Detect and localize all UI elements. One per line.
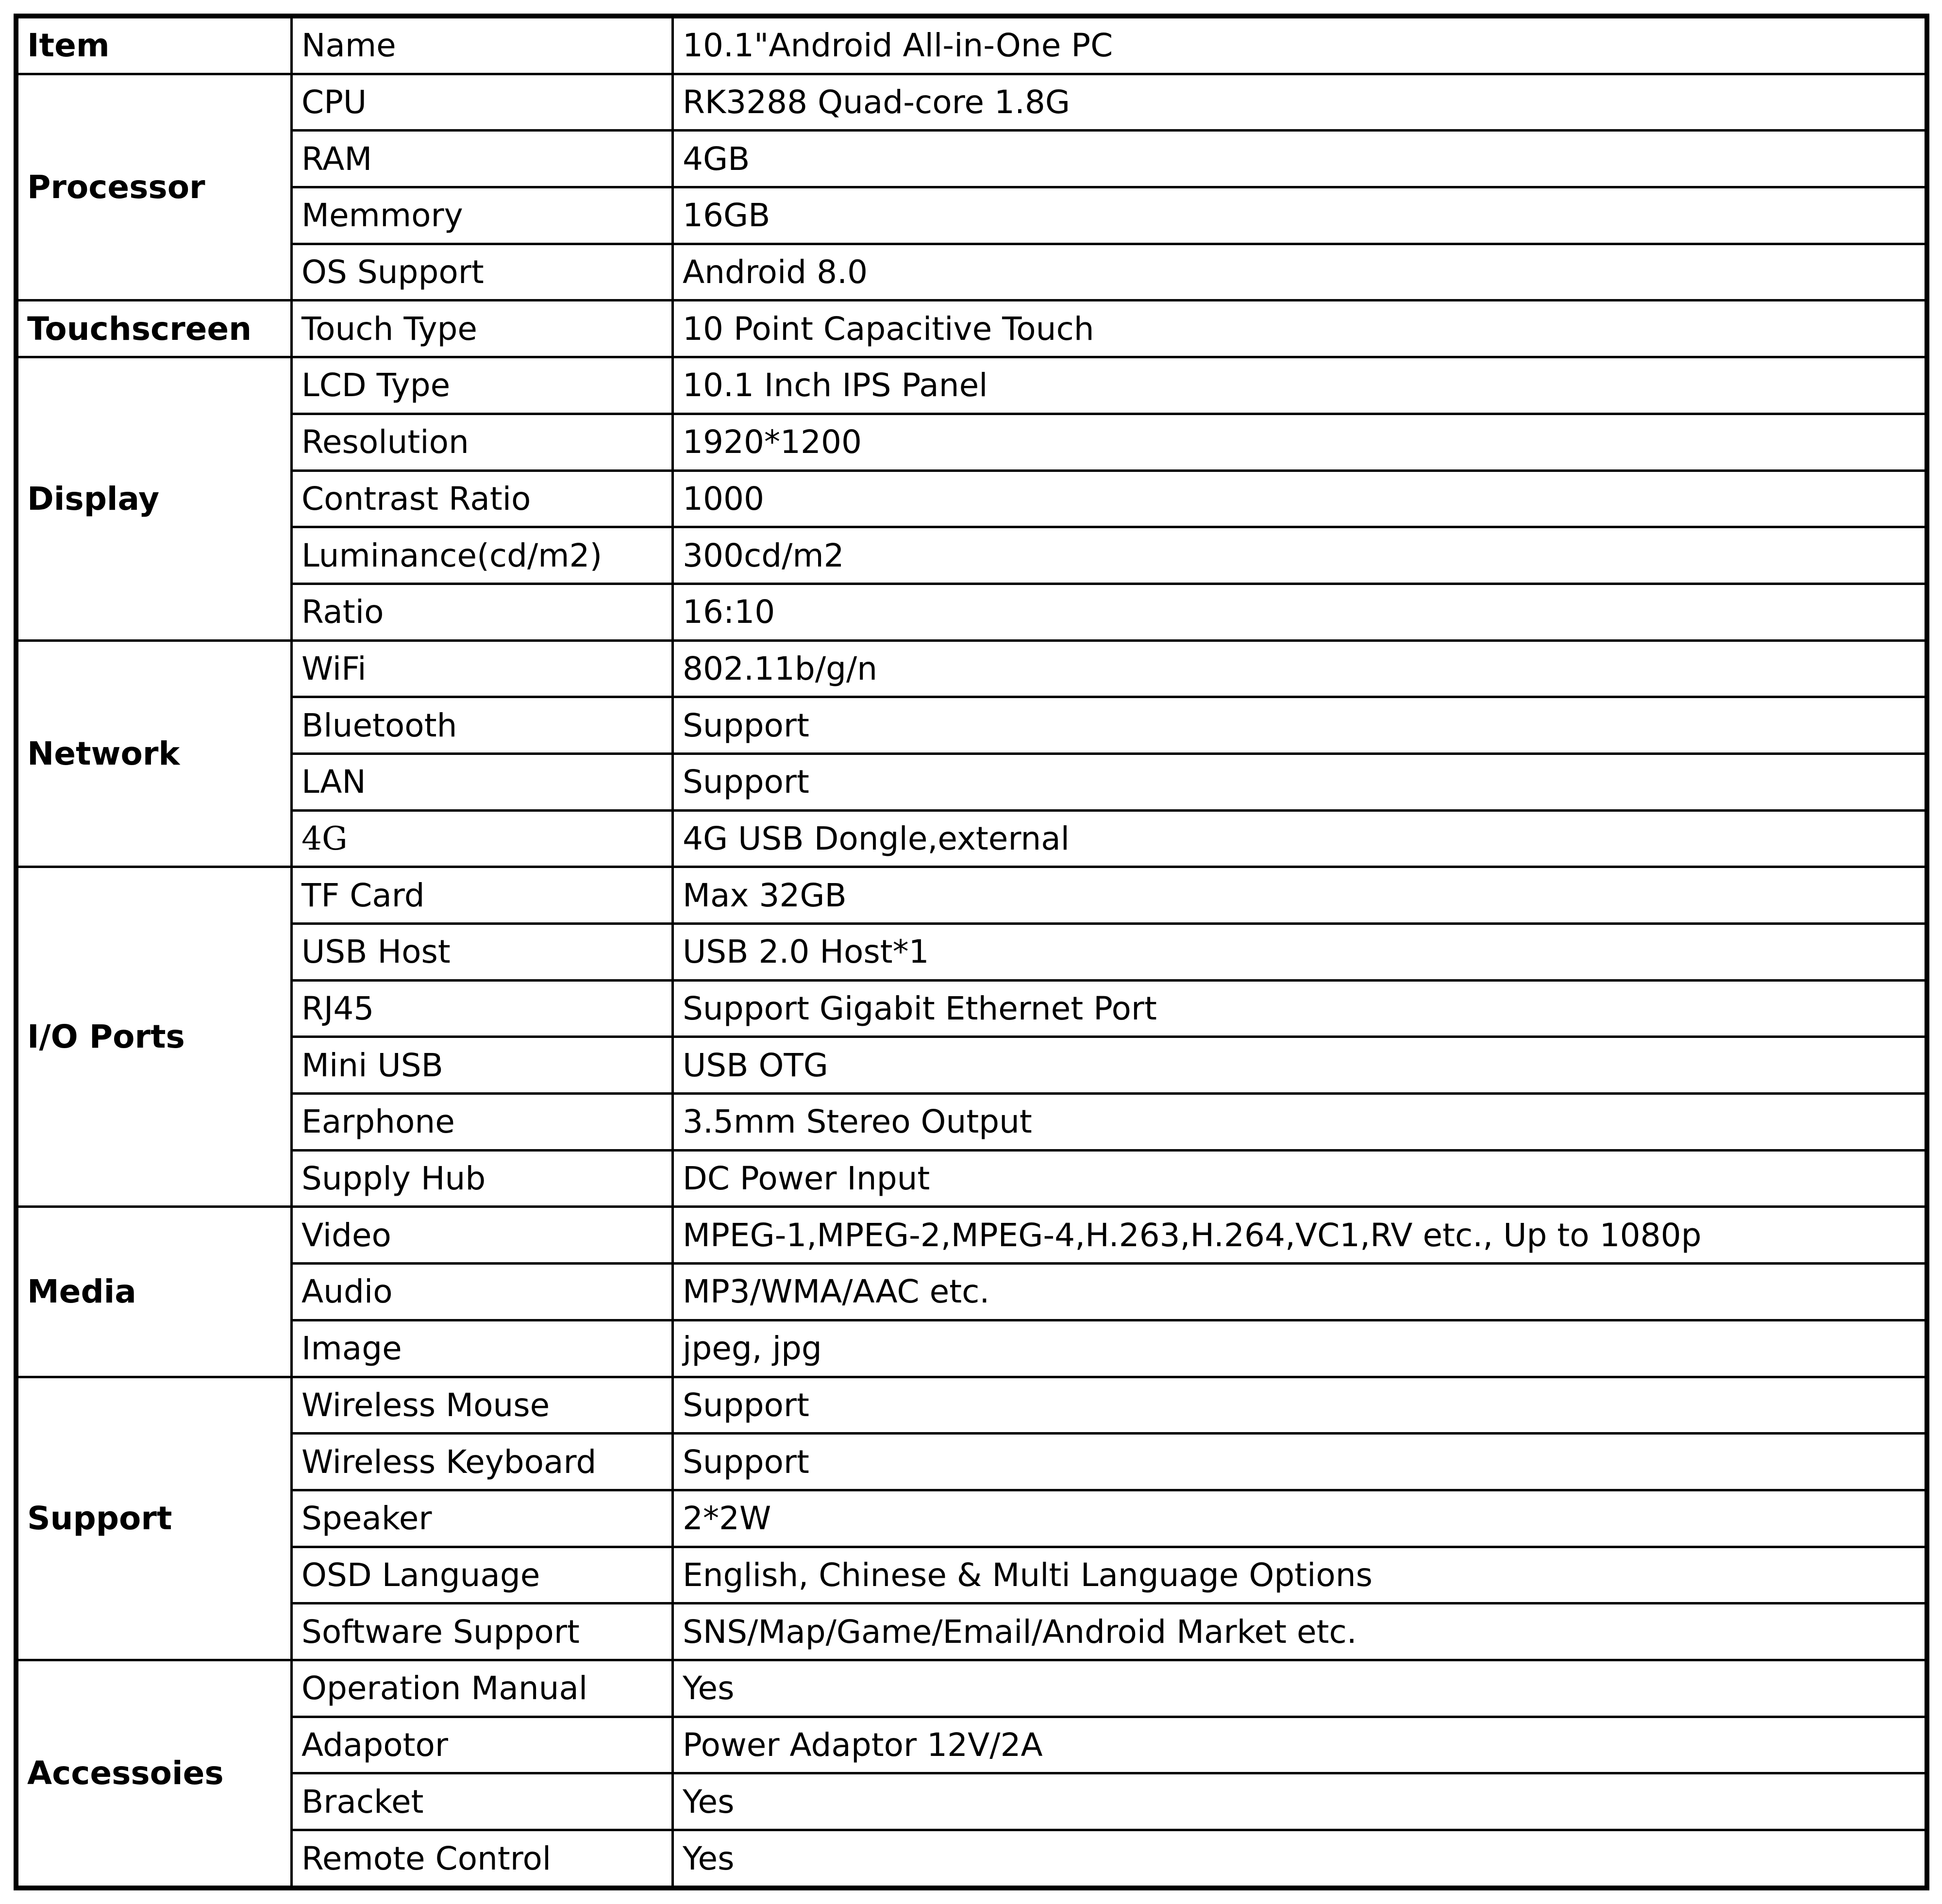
item-label: Memmory bbox=[292, 187, 673, 244]
item-value: Support bbox=[673, 1434, 1928, 1490]
table-row bbox=[17, 584, 1928, 640]
table-row bbox=[17, 1094, 1928, 1151]
table-row bbox=[17, 1037, 1928, 1094]
item-label: Mini USB bbox=[292, 1037, 673, 1094]
item-value: Yes bbox=[673, 1830, 1928, 1887]
header-row bbox=[17, 17, 1928, 74]
item-value: jpeg, jpg bbox=[673, 1320, 1928, 1377]
item-value: DC Power Input bbox=[673, 1150, 1928, 1207]
item-label: Adapotor bbox=[292, 1717, 673, 1773]
item-value: Max 32GB bbox=[673, 867, 1928, 924]
table-row bbox=[17, 1547, 1928, 1603]
item-label: Audio bbox=[292, 1264, 673, 1320]
table-row bbox=[17, 1264, 1928, 1320]
category-network: Network bbox=[17, 640, 292, 867]
table-row bbox=[17, 810, 1928, 867]
table-row bbox=[17, 1603, 1928, 1660]
table-row bbox=[17, 867, 1928, 924]
item-value: MP3/WMA/AAC etc. bbox=[673, 1264, 1928, 1320]
item-value: 4GB bbox=[673, 131, 1928, 187]
table-row bbox=[17, 1320, 1928, 1377]
table-row bbox=[17, 414, 1928, 470]
table-row bbox=[17, 1150, 1928, 1207]
table-row bbox=[17, 1717, 1928, 1773]
item-label: Luminance(cd/m2) bbox=[292, 527, 673, 584]
item-label: Resolution bbox=[292, 414, 673, 470]
item-value: Support bbox=[673, 1377, 1928, 1434]
header-category-cell: Item bbox=[17, 17, 292, 74]
item-label: Bluetooth bbox=[292, 697, 673, 754]
item-value: 10.1 Inch IPS Panel bbox=[673, 357, 1928, 414]
item-label: Operation Manual bbox=[292, 1660, 673, 1717]
category-media: Media bbox=[17, 1207, 292, 1377]
item-label: Touch Type bbox=[292, 301, 673, 357]
item-label: Bracket bbox=[292, 1773, 673, 1830]
item-value: Yes bbox=[673, 1660, 1928, 1717]
table-row bbox=[17, 74, 1928, 131]
item-label: Remote Control bbox=[292, 1830, 673, 1887]
item-label: USB Host bbox=[292, 924, 673, 981]
table-row bbox=[17, 1660, 1928, 1717]
table-row bbox=[17, 470, 1928, 527]
item-label: TF Card bbox=[292, 867, 673, 924]
item-label: Contrast Ratio bbox=[292, 470, 673, 527]
table-row bbox=[17, 244, 1928, 301]
table-row bbox=[17, 1490, 1928, 1547]
item-label: Wireless Keyboard bbox=[292, 1434, 673, 1490]
item-value: Support Gigabit Ethernet Port bbox=[673, 980, 1928, 1037]
item-label: Speaker bbox=[292, 1490, 673, 1547]
category-support: Support bbox=[17, 1377, 292, 1660]
item-label: OSD Language bbox=[292, 1547, 673, 1603]
item-label: Supply Hub bbox=[292, 1150, 673, 1207]
item-value: 802.11b/g/n bbox=[673, 640, 1928, 697]
table-row bbox=[17, 1207, 1928, 1264]
item-label: RJ45 bbox=[292, 980, 673, 1037]
item-label: Image bbox=[292, 1320, 673, 1377]
table-row bbox=[17, 924, 1928, 981]
item-value: 1920*1200 bbox=[673, 414, 1928, 470]
table-row bbox=[17, 640, 1928, 697]
spec-table bbox=[16, 16, 1929, 1888]
item-value: Support bbox=[673, 753, 1928, 810]
item-value: 3.5mm Stereo Output bbox=[673, 1094, 1928, 1151]
item-value: Yes bbox=[673, 1773, 1928, 1830]
table-row bbox=[17, 1830, 1928, 1887]
item-value: 2*2W bbox=[673, 1490, 1928, 1547]
category-accessoies: Accessoies bbox=[17, 1660, 292, 1887]
item-value: SNS/Map/Game/Email/Android Market etc. bbox=[673, 1603, 1928, 1660]
item-label: OS Support bbox=[292, 244, 673, 301]
item-value: 4G USB Dongle,external bbox=[673, 810, 1928, 867]
table-row bbox=[17, 131, 1928, 187]
item-label: Video bbox=[292, 1207, 673, 1264]
table-row bbox=[17, 527, 1928, 584]
item-label: WiFi bbox=[292, 640, 673, 697]
item-value: Power Adaptor 12V/2A bbox=[673, 1717, 1928, 1773]
header-value-cell: 10.1"Android All-in-One PC bbox=[673, 17, 1928, 74]
item-value: MPEG-1,MPEG-2,MPEG-4,H.263,H.264,VC1,RV etc., Up to 1080p bbox=[673, 1207, 1928, 1264]
item-value: RK3288 Quad-core 1.8G bbox=[673, 74, 1928, 131]
item-value: 16GB bbox=[673, 187, 1928, 244]
item-value: Android 8.0 bbox=[673, 244, 1928, 301]
item-label: Wireless Mouse bbox=[292, 1377, 673, 1434]
item-label: 4G bbox=[292, 810, 673, 867]
table-row bbox=[17, 301, 1928, 357]
category-io-ports: I/O Ports bbox=[17, 867, 292, 1207]
table-row bbox=[17, 357, 1928, 414]
item-value: USB OTG bbox=[673, 1037, 1928, 1094]
item-label: Ratio bbox=[292, 584, 673, 640]
category-processor: Processor bbox=[17, 74, 292, 301]
table-row bbox=[17, 1773, 1928, 1830]
table-row bbox=[17, 187, 1928, 244]
item-label: LCD Type bbox=[292, 357, 673, 414]
item-value: 10 Point Capacitive Touch bbox=[673, 301, 1928, 357]
item-label: Earphone bbox=[292, 1094, 673, 1151]
item-label: CPU bbox=[292, 74, 673, 131]
table-row bbox=[17, 980, 1928, 1037]
item-value: 1000 bbox=[673, 470, 1928, 527]
table-row bbox=[17, 1434, 1928, 1490]
item-label: RAM bbox=[292, 131, 673, 187]
header-item-cell: Name bbox=[292, 17, 673, 74]
category-touchscreen: Touchscreen bbox=[17, 301, 292, 357]
item-value: USB 2.0 Host*1 bbox=[673, 924, 1928, 981]
table-row bbox=[17, 753, 1928, 810]
item-value: Support bbox=[673, 697, 1928, 754]
item-value: 16:10 bbox=[673, 584, 1928, 640]
item-label: Software Support bbox=[292, 1603, 673, 1660]
category-display: Display bbox=[17, 357, 292, 640]
item-label: LAN bbox=[292, 753, 673, 810]
item-value: 300cd/m2 bbox=[673, 527, 1928, 584]
table-row bbox=[17, 1377, 1928, 1434]
table-row bbox=[17, 697, 1928, 754]
item-value: English, Chinese & Multi Language Options bbox=[673, 1547, 1928, 1603]
